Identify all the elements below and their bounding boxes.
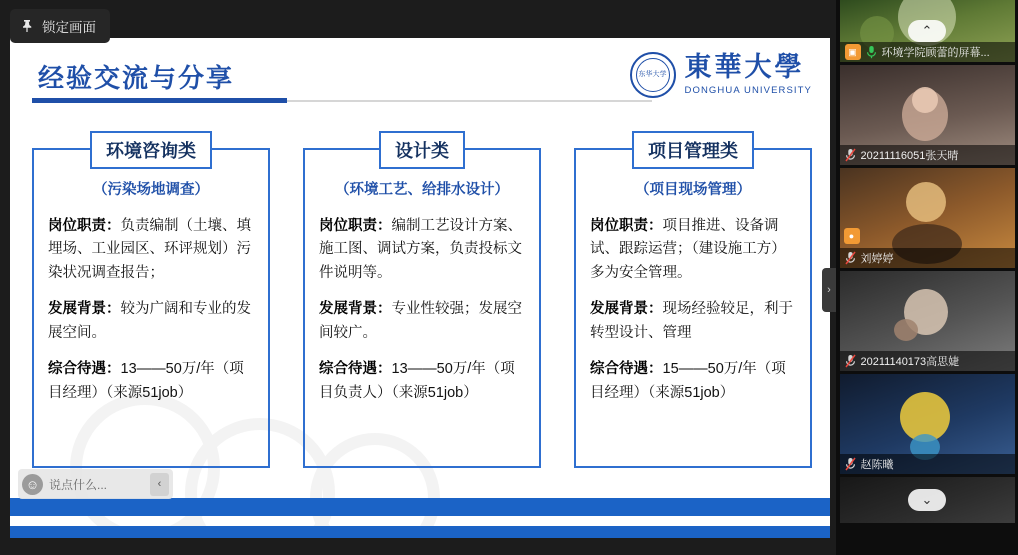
paragraph-text: 项目推进、设备调试、跟踪运营；（建设施工方）多为安全管理。: [590, 218, 786, 281]
pin-icon: [20, 19, 34, 33]
mic-muted-icon: [845, 457, 856, 471]
slide-column: [303, 141, 541, 468]
slide-columns: [32, 141, 812, 468]
mic-muted-icon: [845, 148, 856, 162]
paragraph-text: 专业性较强；发展空间较广。: [319, 301, 522, 341]
paragraph-label: 综合待遇：: [319, 361, 392, 378]
title-accent-bar: [32, 98, 287, 103]
column-subheading: （污染场地调查）: [93, 182, 209, 198]
panel-collapse-handle[interactable]: ›: [822, 268, 836, 312]
participant-namebar: [840, 248, 1015, 268]
chevron-up-icon[interactable]: ⌃: [908, 20, 946, 42]
participant-namebar: [840, 351, 1015, 371]
column-paragraph: [590, 298, 796, 345]
paragraph-label: 岗位职责：: [319, 218, 392, 234]
slide-column: [574, 141, 812, 468]
slide-title: 经验交流与分享: [38, 63, 235, 93]
participant-tile[interactable]: [840, 477, 1015, 523]
paragraph-label: 岗位职责：: [590, 218, 663, 234]
university-seal-icon: [630, 52, 676, 98]
column-paragraph: [590, 215, 796, 285]
column-paragraph: [48, 215, 254, 285]
screen-share-icon: ▣: [845, 44, 861, 60]
paragraph-text: 编制工艺设计方案、施工图、调试方案，负责投标文件说明等。: [319, 218, 522, 281]
university-name-en: DONGHUA UNIVERSITY: [684, 84, 812, 96]
mic-on-icon: [866, 45, 877, 59]
paragraph-label: 综合待遇：: [48, 361, 121, 378]
column-subheading: （环境工艺、给排水设计）: [335, 182, 509, 198]
column-paragraph: [319, 298, 525, 345]
slide-column: [32, 141, 270, 468]
column-subheading: （项目现场管理）: [635, 182, 751, 198]
smiley-icon[interactable]: ☺: [22, 474, 43, 495]
participant-name: 20211116051张天晴: [860, 150, 959, 162]
column-paragraph: [319, 358, 525, 405]
chat-input-bar[interactable]: [18, 469, 173, 499]
paragraph-text: 负责编制（土壤、填埋场、工业园区、环评规划）污染状况调查报告；: [48, 218, 251, 281]
participant-namebar: [840, 454, 1015, 474]
paragraph-label: 发展背景：: [319, 301, 392, 318]
column-paragraph: [590, 358, 796, 405]
university-logo: [630, 52, 812, 98]
paragraph-text: 13——50万/年（项目经理）（来源51job）: [48, 361, 244, 401]
person-badge-icon: ●: [844, 228, 860, 244]
chevron-down-icon[interactable]: ⌄: [908, 489, 946, 511]
column-paragraph: [319, 215, 525, 285]
column-paragraph: [48, 298, 254, 345]
mic-muted-icon: [845, 251, 856, 265]
paragraph-text: 现场经验较足，利于转型设计、管理: [590, 301, 793, 341]
slide-footer-bar-secondary: [10, 526, 830, 538]
participant-name: 20211140173高思婕: [860, 356, 960, 368]
university-name-cn: 東華大學: [684, 52, 805, 84]
participant-tile[interactable]: [840, 168, 1015, 268]
paragraph-label: 发展背景：: [48, 301, 121, 318]
participant-tile[interactable]: [840, 271, 1015, 371]
presentation-slide: [10, 38, 830, 530]
participant-name: 刘婷婷: [860, 253, 894, 265]
participant-tile[interactable]: [840, 65, 1015, 165]
chat-input-placeholder[interactable]: 说点什么...: [49, 477, 108, 492]
participant-name: 赵陈曦: [860, 459, 894, 471]
column-heading: 项目管理类: [632, 131, 754, 169]
paragraph-label: 综合待遇：: [590, 361, 663, 378]
lock-screen-button[interactable]: [10, 9, 110, 43]
participant-name: 环境学院顾蕾的屏幕...: [881, 47, 990, 59]
participant-namebar: [840, 145, 1015, 165]
column-heading: 环境咨询类: [90, 131, 212, 169]
column-paragraph: [48, 358, 254, 405]
participant-panel[interactable]: [836, 0, 1018, 555]
participant-namebar: [840, 42, 1015, 62]
slide-footer-bar: [10, 498, 830, 516]
chevron-left-icon[interactable]: ‹: [150, 473, 169, 496]
paragraph-text: 13——50万/年（项目负责人）（来源51job）: [319, 361, 515, 401]
paragraph-label: 岗位职责：: [48, 218, 121, 234]
paragraph-text: 较为广阔和专业的发展空间。: [48, 301, 251, 341]
column-heading: 设计类: [379, 131, 465, 169]
mic-muted-icon: [845, 354, 856, 368]
lock-screen-label: 锁定画面: [42, 20, 96, 35]
participant-tile[interactable]: [840, 374, 1015, 474]
participant-tile[interactable]: [840, 0, 1015, 62]
paragraph-label: 发展背景：: [590, 301, 663, 318]
seal-text: 东华大学: [638, 71, 667, 79]
paragraph-text: 15——50万/年（项目经理）（来源51job）: [590, 361, 786, 401]
